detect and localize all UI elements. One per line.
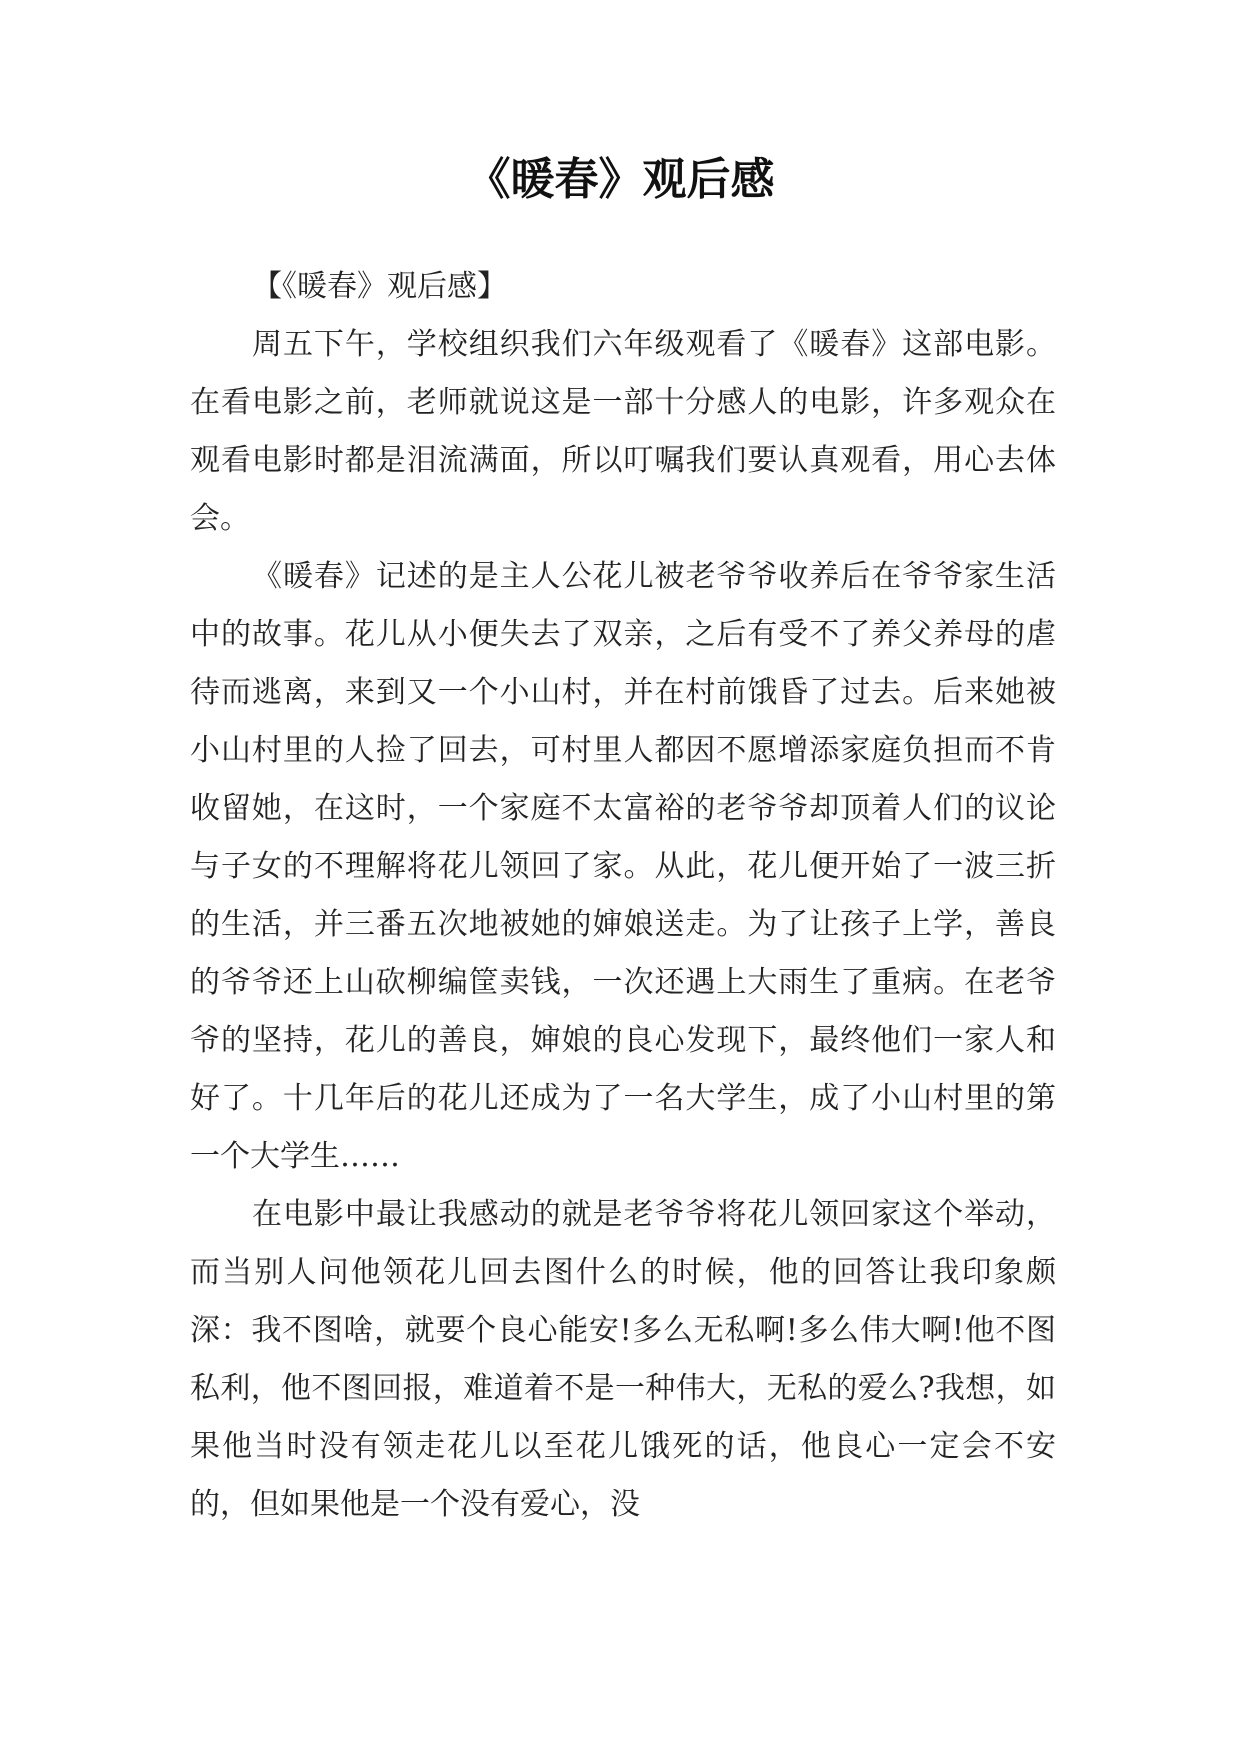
document-body xyxy=(190,258,1056,1534)
subheading: 【《暖春》观后感】 xyxy=(252,269,507,304)
paragraph-2: 《暖春》记述的是主人公花儿被老爷爷收养后在爷爷家生活中的故事。花儿从小便失去了双亲，之后有受不了养父养母的虐待而逃离，来到又一个小山村，并在村前饿昏了过去。后来她被小山村里的人捡了回去，可村里人都因不愿增添家庭负担而不肯收留她，在这时，一个家庭不太富裕的老爷爷却顶着人们的议论与子女的不理解将花儿领回了家。从此，花儿便开始了一波三折的生活，并三番五次地被她的婶娘送走。为了让孩子上学，善良的爷爷还上山砍柳编筐卖钱，一次还遇上大雨生了重病。在老爷爷的坚持，花儿的善良，婶娘的良心发现下，最终他们一家人和好了。十几年后的花儿还成为了一名大学生，成了小山村里的第一个大学生…… xyxy=(190,559,1056,1174)
document-title: 《暖春》观后感 xyxy=(466,154,775,205)
paragraph-1: 周五下午，学校组织我们六年级观看了《暖春》这部电影。在看电影之前，老师就说这是一部十分感人的电影，许多观众在观看电影时都是泪流满面，所以叮嘱我们要认真观看，用心去体会。 xyxy=(190,327,1056,536)
paragraph-3: 在电影中最让我感动的就是老爷爷将花儿领回家这个举动，而当别人问他领花儿回去图什么的时候，他的回答让我印象颇深：我不图啥，就要个良心能安!多么无私啊!多么伟大啊!他不图私利，他不图回报，难道着不是一种伟大，无私的爱么?我想，如果他当时没有领走花儿以至花儿饿死的话，他良心一定会不安的，但如果他是一个没有爱心，没 xyxy=(190,1197,1056,1522)
